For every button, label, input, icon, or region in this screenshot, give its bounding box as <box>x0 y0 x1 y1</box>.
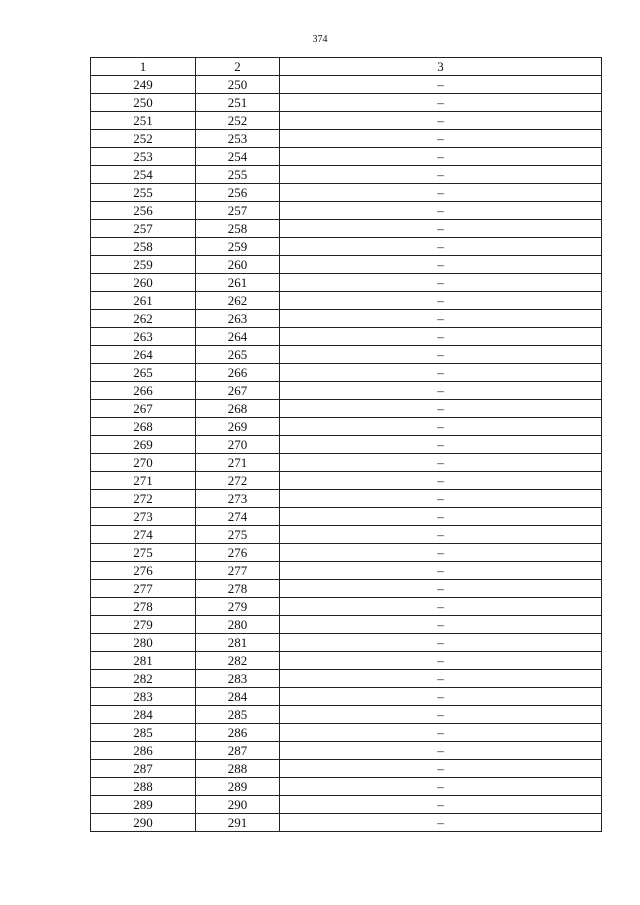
table-row <box>91 724 602 742</box>
table-row <box>91 220 602 238</box>
table-cell-col-2: 283 <box>196 670 280 688</box>
table-row <box>91 688 602 706</box>
table-cell-col-3: – <box>280 652 602 670</box>
table-cell-col-3: – <box>280 148 602 166</box>
table-cell-col-2: 251 <box>196 94 280 112</box>
table-row <box>91 418 602 436</box>
table-cell-col-1: 272 <box>91 490 196 508</box>
table-cell-col-1: 277 <box>91 580 196 598</box>
table-cell-col-3: – <box>280 526 602 544</box>
table-cell-col-1: 259 <box>91 256 196 274</box>
table-cell-col-2: 263 <box>196 310 280 328</box>
table-cell-col-3: – <box>280 418 602 436</box>
table-cell-col-3: – <box>280 688 602 706</box>
table-cell-col-2: 276 <box>196 544 280 562</box>
table-cell-col-3: – <box>280 508 602 526</box>
table-cell-col-3: – <box>280 778 602 796</box>
table-cell-col-1: 267 <box>91 400 196 418</box>
table-cell-col-2: 267 <box>196 382 280 400</box>
table-row <box>91 778 602 796</box>
table-cell-col-3: – <box>280 274 602 292</box>
table-cell-col-2: 261 <box>196 274 280 292</box>
table-cell-col-2: 271 <box>196 454 280 472</box>
table-cell-col-1: 263 <box>91 328 196 346</box>
table-row <box>91 472 602 490</box>
table-cell-col-3: – <box>280 796 602 814</box>
table-cell-col-3: – <box>280 436 602 454</box>
table-cell-col-1: 287 <box>91 760 196 778</box>
table-cell-col-3: – <box>280 184 602 202</box>
table-row <box>91 310 602 328</box>
table-cell-col-1: 285 <box>91 724 196 742</box>
table-cell-col-2: 273 <box>196 490 280 508</box>
table-row <box>91 580 602 598</box>
table-row <box>91 76 602 94</box>
table-cell-col-2: 262 <box>196 292 280 310</box>
table-cell-col-3: – <box>280 292 602 310</box>
table-cell-col-3: – <box>280 544 602 562</box>
table-cell-col-2: 290 <box>196 796 280 814</box>
table-cell-col-3: – <box>280 130 602 148</box>
table-cell-col-1: 269 <box>91 436 196 454</box>
table-row <box>91 202 602 220</box>
table-cell-col-1: 270 <box>91 454 196 472</box>
table-cell-col-1: 249 <box>91 76 196 94</box>
table-cell-col-2: 255 <box>196 166 280 184</box>
header-row <box>91 58 602 76</box>
table-cell-col-2: 266 <box>196 364 280 382</box>
data-table <box>90 57 602 832</box>
table-row <box>91 328 602 346</box>
table-row <box>91 760 602 778</box>
table-cell-col-3: – <box>280 634 602 652</box>
table-cell-col-3: – <box>280 112 602 130</box>
table-row <box>91 238 602 256</box>
table-cell-col-3: – <box>280 238 602 256</box>
table-row <box>91 292 602 310</box>
table-cell-col-2: 284 <box>196 688 280 706</box>
table-cell-col-3: – <box>280 166 602 184</box>
table-cell-col-3: – <box>280 724 602 742</box>
table-cell-col-2: 279 <box>196 598 280 616</box>
table-row <box>91 94 602 112</box>
table-cell-col-3: – <box>280 346 602 364</box>
table-cell-col-2: 256 <box>196 184 280 202</box>
table-cell-col-2: 274 <box>196 508 280 526</box>
table-cell-col-1: 254 <box>91 166 196 184</box>
table-cell-col-2: 278 <box>196 580 280 598</box>
table-cell-col-2: 260 <box>196 256 280 274</box>
table-cell-col-2: 252 <box>196 112 280 130</box>
table-row <box>91 562 602 580</box>
table-cell-col-1: 282 <box>91 670 196 688</box>
table-cell-col-3: – <box>280 670 602 688</box>
table-row <box>91 598 602 616</box>
table-row <box>91 706 602 724</box>
table-row <box>91 382 602 400</box>
table-cell-col-3: – <box>280 76 602 94</box>
table-row <box>91 364 602 382</box>
table-cell-col-2: 281 <box>196 634 280 652</box>
column-header-1: 1 <box>91 58 196 76</box>
table-cell-col-1: 283 <box>91 688 196 706</box>
table-cell-col-1: 288 <box>91 778 196 796</box>
column-header-2: 2 <box>196 58 280 76</box>
table-cell-col-2: 264 <box>196 328 280 346</box>
table-row <box>91 274 602 292</box>
table-row <box>91 544 602 562</box>
table-cell-col-3: – <box>280 706 602 724</box>
table-cell-col-2: 287 <box>196 742 280 760</box>
table-cell-col-3: – <box>280 382 602 400</box>
table-cell-col-2: 280 <box>196 616 280 634</box>
table-cell-col-1: 279 <box>91 616 196 634</box>
table-cell-col-2: 257 <box>196 202 280 220</box>
table-cell-col-2: 253 <box>196 130 280 148</box>
table-row <box>91 526 602 544</box>
table-cell-col-1: 265 <box>91 364 196 382</box>
table-cell-col-1: 273 <box>91 508 196 526</box>
table-cell-col-3: – <box>280 256 602 274</box>
table-cell-col-3: – <box>280 364 602 382</box>
table-cell-col-2: 254 <box>196 148 280 166</box>
table-cell-col-3: – <box>280 202 602 220</box>
table-cell-col-1: 281 <box>91 652 196 670</box>
table-header <box>91 58 602 76</box>
table-cell-col-3: – <box>280 400 602 418</box>
table-cell-col-1: 252 <box>91 130 196 148</box>
table-cell-col-3: – <box>280 580 602 598</box>
table-row <box>91 112 602 130</box>
table-row <box>91 670 602 688</box>
table-row <box>91 616 602 634</box>
table-cell-col-2: 285 <box>196 706 280 724</box>
table-cell-col-1: 260 <box>91 274 196 292</box>
table-cell-col-1: 262 <box>91 310 196 328</box>
table-cell-col-3: – <box>280 310 602 328</box>
table-cell-col-2: 265 <box>196 346 280 364</box>
table-row <box>91 652 602 670</box>
table-cell-col-3: – <box>280 454 602 472</box>
column-header-3: 3 <box>280 58 602 76</box>
table-cell-col-2: 282 <box>196 652 280 670</box>
table-row <box>91 346 602 364</box>
table-cell-col-1: 271 <box>91 472 196 490</box>
table-row <box>91 130 602 148</box>
table-cell-col-1: 264 <box>91 346 196 364</box>
table-row <box>91 436 602 454</box>
table-cell-col-1: 251 <box>91 112 196 130</box>
table-row <box>91 814 602 832</box>
table-row <box>91 796 602 814</box>
table-row <box>91 256 602 274</box>
table-row <box>91 508 602 526</box>
table-cell-col-1: 253 <box>91 148 196 166</box>
table-cell-col-2: 272 <box>196 472 280 490</box>
table-row <box>91 148 602 166</box>
table-cell-col-1: 278 <box>91 598 196 616</box>
table-cell-col-2: 286 <box>196 724 280 742</box>
table-row <box>91 634 602 652</box>
table-cell-col-3: – <box>280 598 602 616</box>
table-cell-col-3: – <box>280 94 602 112</box>
table-cell-col-3: – <box>280 814 602 832</box>
table-cell-col-1: 255 <box>91 184 196 202</box>
table-cell-col-2: 268 <box>196 400 280 418</box>
table-cell-col-1: 274 <box>91 526 196 544</box>
table-cell-col-1: 289 <box>91 796 196 814</box>
table-cell-col-3: – <box>280 616 602 634</box>
table-cell-col-2: 275 <box>196 526 280 544</box>
table-cell-col-1: 286 <box>91 742 196 760</box>
table-cell-col-2: 277 <box>196 562 280 580</box>
table-cell-col-1: 290 <box>91 814 196 832</box>
table-cell-col-1: 275 <box>91 544 196 562</box>
table-cell-col-2: 270 <box>196 436 280 454</box>
table-cell-col-3: – <box>280 328 602 346</box>
table-cell-col-2: 291 <box>196 814 280 832</box>
table-cell-col-1: 276 <box>91 562 196 580</box>
table-cell-col-1: 280 <box>91 634 196 652</box>
table-cell-col-2: 288 <box>196 760 280 778</box>
table-cell-col-2: 269 <box>196 418 280 436</box>
page-number: 374 <box>312 34 328 45</box>
table-row <box>91 400 602 418</box>
table-cell-col-2: 289 <box>196 778 280 796</box>
table-cell-col-1: 258 <box>91 238 196 256</box>
table-cell-col-3: – <box>280 562 602 580</box>
table-cell-col-1: 250 <box>91 94 196 112</box>
table-cell-col-1: 284 <box>91 706 196 724</box>
table-row <box>91 184 602 202</box>
table-cell-col-1: 266 <box>91 382 196 400</box>
table-cell-col-2: 259 <box>196 238 280 256</box>
table-cell-col-3: – <box>280 742 602 760</box>
table-cell-col-3: – <box>280 220 602 238</box>
table-cell-col-1: 256 <box>91 202 196 220</box>
table-cell-col-3: – <box>280 472 602 490</box>
table-cell-col-1: 261 <box>91 292 196 310</box>
table-cell-col-2: 250 <box>196 76 280 94</box>
table-cell-col-3: – <box>280 760 602 778</box>
table-row <box>91 166 602 184</box>
table-cell-col-3: – <box>280 490 602 508</box>
table-row <box>91 490 602 508</box>
table-cell-col-1: 268 <box>91 418 196 436</box>
table-row <box>91 454 602 472</box>
table-row <box>91 742 602 760</box>
table-cell-col-1: 257 <box>91 220 196 238</box>
table-cell-col-2: 258 <box>196 220 280 238</box>
table-body <box>91 76 602 832</box>
